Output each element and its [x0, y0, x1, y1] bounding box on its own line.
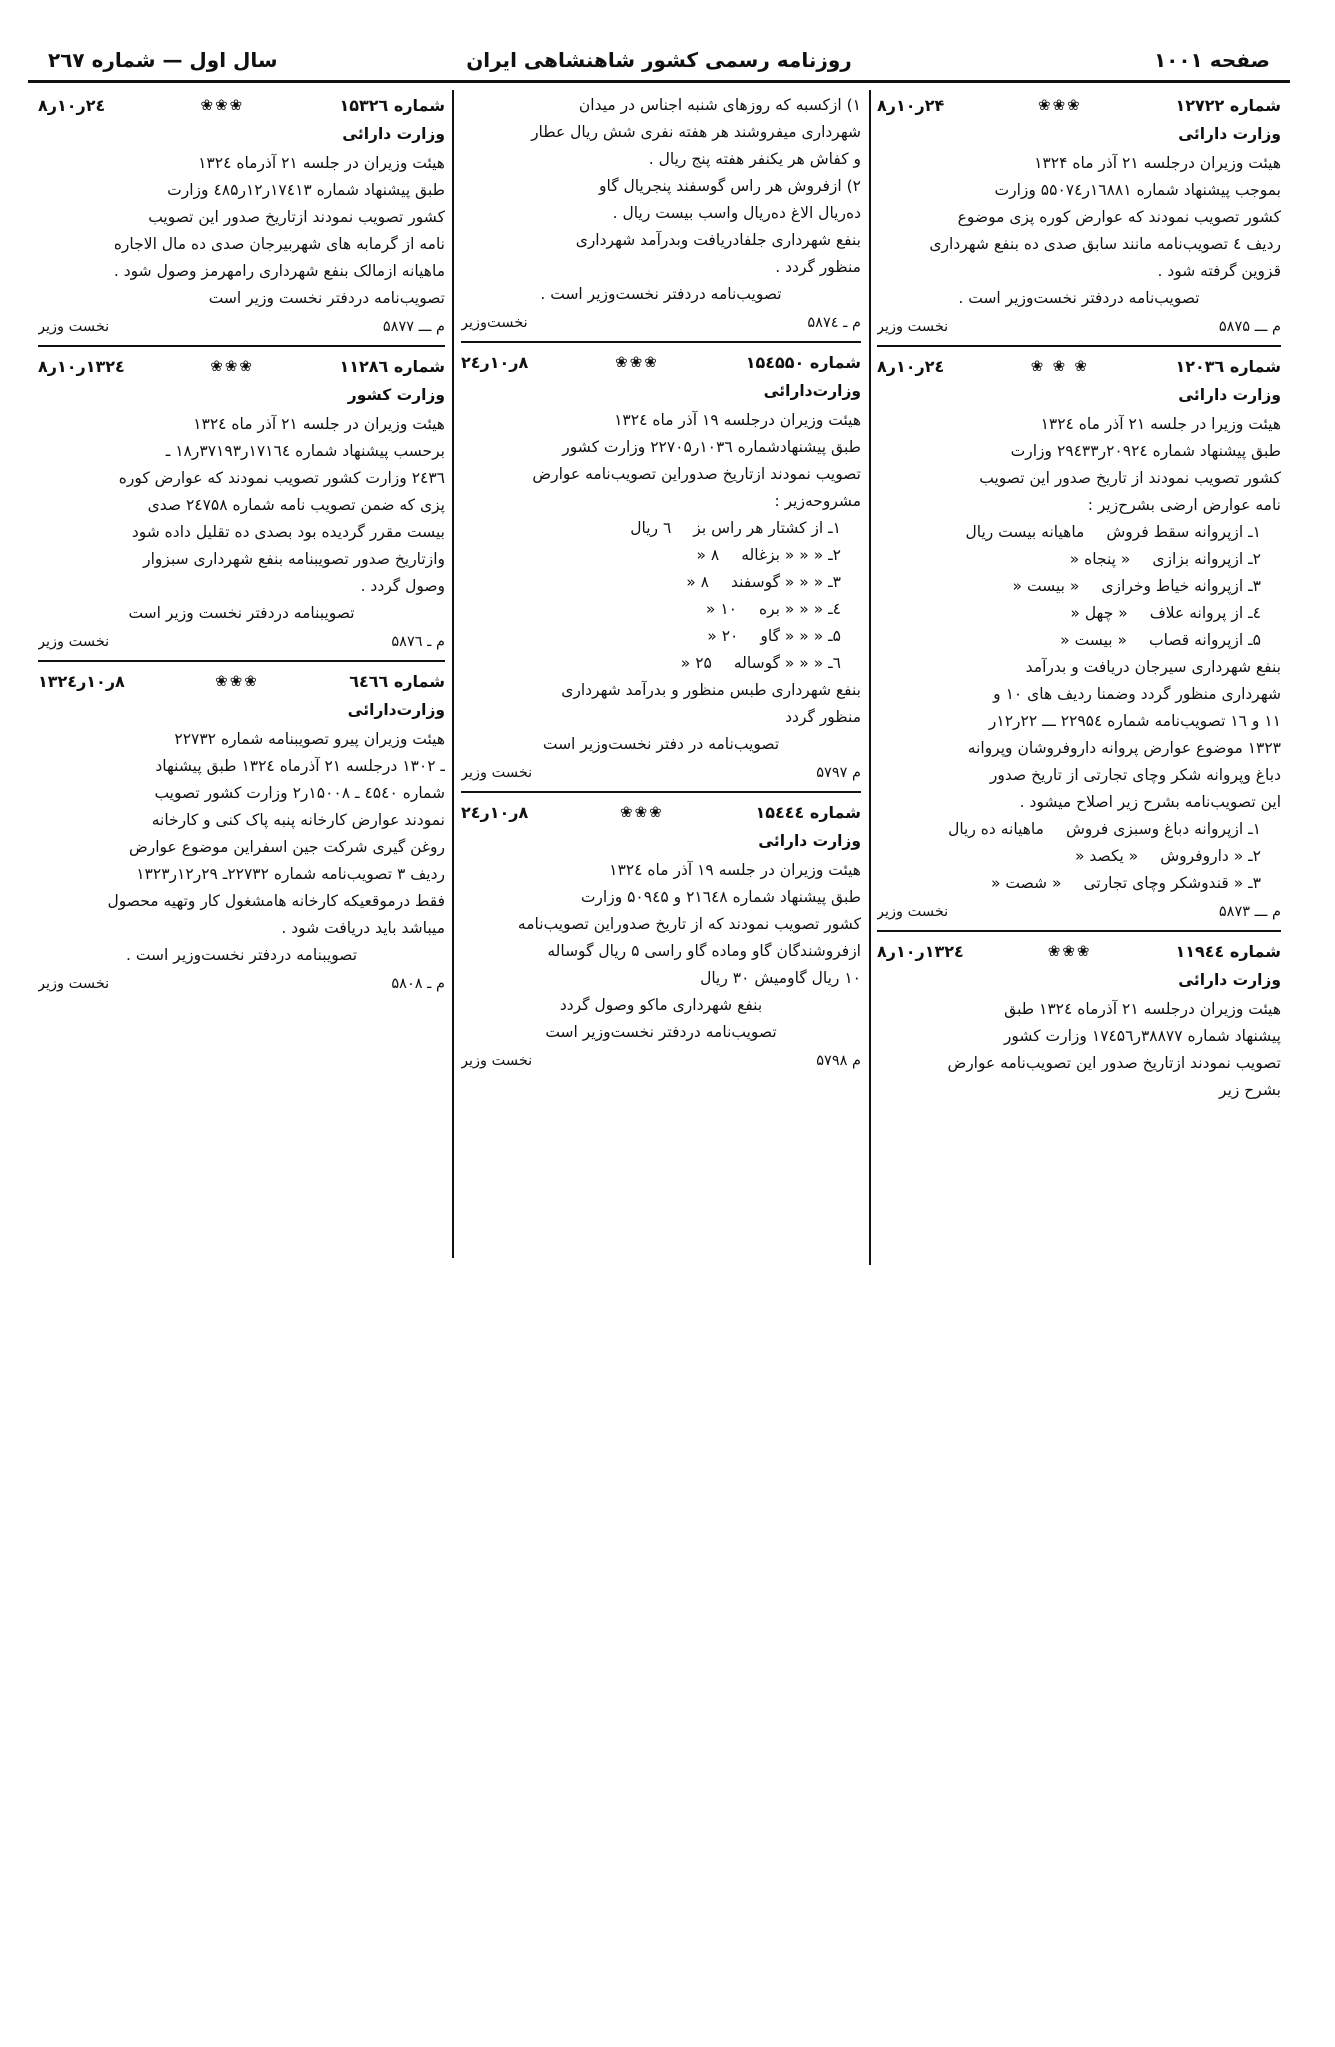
decree-date: ۸ر۱۰ر۱۳۲٤ — [38, 672, 125, 691]
decree-code: م ـ ۵۸۷٤ — [807, 315, 861, 331]
article-divider — [461, 791, 861, 793]
column-left — [38, 92, 445, 1252]
decree-code: م ـ ۵۸۰۸ — [391, 976, 445, 992]
decree-signature — [461, 760, 861, 787]
list-item: ۲ـ « داروفروش « یکصد « — [1074, 847, 1261, 865]
signer: نخست وزیر — [38, 634, 110, 650]
article-divider — [877, 930, 1281, 932]
decree-code: م ۵۷۹۷ — [816, 765, 861, 781]
list-item: ۱ـ ازپروانه سقط فروش ماهیانه بیست ریال — [965, 523, 1261, 541]
decree-text: بنفع شهرداری سیرجان دریافت و بدرآمد شهرداری منظور گردد وضمنا ردیف های ۱۰ و ۱۱ و ۱٦ تصویب‌نامه شماره ۲۲۹۵٤ ـــ ۲۲ر۱۲ر ۱۳۲۳ موضوع عوارض پروانه داروفروشان وپروانه دباغ وپروانه شکر وچای تجارتی از تاریخ صدور این تصویب‌نامه بشرح زیر اصلاح میشود . — [967, 658, 1281, 811]
page-header — [28, 40, 1290, 83]
decree-text: ۱) ازکسبه که روزهای شنبه اجناس در میدان شهرداری میفروشند هر هفته نفری شش ریال عطار و کفاش هر یکنفر هفته پنج ریال . ۲) ازفروش هر راس گوسفند پنجریال گاو ده‌ریال الاغ ده‌ریال واسب بیست ریال . بنفع شهرداری جلفادریافت وبدرآمد شهرداری منظور گردد . — [531, 96, 861, 276]
decree-number: شماره ۱۲۰۳٦ — [1175, 357, 1281, 376]
ministry-name: وزارت دارائی — [1178, 971, 1281, 989]
signer: نخست وزیر — [877, 319, 949, 335]
ministry-name: وزارت دارائی — [342, 125, 445, 143]
list-item: ۳ـ ازپروانه خیاط وخرازی « بیست « — [1012, 577, 1261, 595]
decree-text: هیئت وزیران پیرو تصویبنامه شماره ۲۲۷۳۲ ـ ۱۳۰۲ درجلسه ۲۱ آذرماه ۱۳۲٤ طبق پیشنهاد شماره ٤۵٤۰ ـ ۱۵۰۰۸ر۲ وزارت کشور تصویب نمودند عوارض کارخانه پنبه پاک کنی و کارخانه روغن گیری شرکت جین اسفراین موضوع عوارض ردیف ۳ تصویب‌نامه شماره ۲۲۷۳۲ـ ۲۹ر۱۲ر۱۳۲۳ فقط درموقعیکه کارخانه هامشغول کار وتهیه محصول میباشد باید دریافت شود . — [107, 730, 445, 937]
decree-closing: تصویب‌نامه دردفتر نخست‌وزیر است . — [958, 289, 1200, 307]
page-number: صفحه ۱۰۰۱ — [1153, 48, 1270, 72]
column-divider — [452, 90, 454, 1258]
decree-date: ۱۳۲٤ر۱۰ر۸ — [38, 357, 125, 376]
ministry-name: وزارت دارائی — [758, 832, 861, 850]
decree-text: هیئت وزیران درجلسه ۱۹ آذر ماه ۱۳۲٤ طبق پیشنهادشماره ۱۰۳٦ر۲۲۷۰۵ وزارت کشور تصویب نمودند ازتاریخ صدوراین تصویب‌نامه عوارض مشروحه‌زیر : — [532, 411, 861, 510]
decree-meta — [877, 353, 1281, 380]
ornament-icon: ❀❀❀ — [200, 96, 245, 114]
decree-text: هیئت وزیران در جلسه ۲۱ آذر ماه ۱۳۲٤ برحسب پیشنهاد شماره ۱۷۱٦٤ر۳۷۱۹۳ر۱۸ ـ ۲٤۳٦ وزارت کشور تصویب نمودند که عوارض کوره پزی که ضمن تصویب نامه شماره ۲٤۷۵۸ صدی بیست مقرر گردیده بود بصدی ده تقلیل داده شود وازتاریخ صدور تصویبنامه بنفع شهرداری سبزوار وصول گردد . — [118, 415, 445, 595]
decree-number: شماره ۱۱۹٤٤ — [1175, 942, 1281, 961]
decree-code: م ـــ ۵۸۷۵ — [1218, 319, 1281, 335]
decree-number: شماره ٦٤٦٦ — [349, 672, 445, 691]
signer: نخست وزیر — [38, 319, 110, 335]
decree-signature — [877, 314, 1281, 341]
list-item: ٦ـ « « « گوساله ۲۵ « — [680, 654, 841, 672]
list-item: ٤ـ از پروانه علاف « چهل « — [1070, 604, 1261, 622]
ornament-icon: ❀❀❀ — [615, 353, 659, 371]
list-item: ٤ـ « « « بره ۱۰ « — [705, 600, 841, 618]
list-item: ۲ـ « « « بزغاله ۸ « — [696, 546, 841, 564]
issue-label: سال اول — شماره ۲٦۷ — [48, 48, 278, 72]
decree-closing: تصویبنامه دردفتر نخست‌وزیر است . — [125, 946, 358, 964]
ornament-icon: ❀❀❀ — [215, 672, 259, 690]
decree-signature — [461, 1048, 861, 1075]
decree-meta — [877, 92, 1281, 119]
list-item: ۵ـ ازپروانه قصاب « بیست « — [1060, 631, 1261, 649]
decree-text: هیئت وزیران در جلسه ۱۹ آذر ماه ۱۳۲٤ طبق پیشنهاد شماره ۲۱٦٤۸ و ۵۰۹٤۵ وزارت کشور تصویب نمودند که از تاریخ صدوراین تصویب‌نامه ازفروشندگان گاو وماده گاو راسی ۵ ریال گوساله ۱۰ ریال گاومیش ۳۰ ریال — [517, 861, 861, 987]
ministry-name: وزارت‌دارائی — [763, 382, 861, 400]
decree-number: شماره ۱۲۷۲۲ — [1175, 96, 1281, 115]
decree-signature — [461, 310, 861, 337]
decree-meta — [38, 353, 445, 380]
decree-date: ۸ر۱۰ر۲٤ — [461, 353, 529, 372]
decree-text: هیئت وزیرا در جلسه ۲۱ آذر ماه ۱۳۲٤ طبق پیشنهاد شماره ۲۰۹۲٤ر۲۹٤۳۳ وزارت کشور تصویب نمودند از تاریخ صدور این تصویب نامه عوارض ارضی بشرح‌زیر : — [979, 415, 1281, 514]
ornament-icon: ❀❀❀ — [620, 803, 664, 821]
article-divider — [461, 341, 861, 343]
ministry-name: وزارت کشور — [347, 386, 445, 404]
ministry-name: وزارت‌دارائی — [347, 701, 445, 719]
gazette-page — [28, 40, 1290, 1230]
decree-signature — [38, 629, 445, 656]
decree-text: هیئت وزیران در جلسه ۲۱ آذرماه ۱۳۲٤ طبق پیشنهاد شماره ۱۷٤۱۳ر۱۲ر٤۸۵ وزارت کشور تصویب نمودند ازتاریخ صدور این تصویب نامه از گرمابه های شهربیرجان صدی ده مال الاجاره ماهیانه ازمالک بنفع شهرداری رامهرمز وصول شود . تصویب‌نامه دردفتر نخست وزیر است — [113, 154, 445, 307]
decree-closing: تصویبنامه دردفتر نخست وزیر است — [128, 604, 355, 622]
article-divider — [38, 660, 445, 662]
decree-text: هیئت وزیران درجلسه ۲۱ آذر ماه ۱۳۲۴ بموجب پیشنهاد شماره ۱٦۸۸۱ر۵۵۰۷٤ وزارت کشور تصویب نمودند که عوارض کوره پزی موضوع ردیف ٤ تصویب‌نامه مانند سابق صدی ده بنفع شهرداری قزوین گرفته شود . — [929, 154, 1281, 280]
ministry-name: وزارت دارائی — [1178, 125, 1281, 143]
signer: نخست وزیر — [38, 976, 110, 992]
decree-meta — [461, 349, 861, 376]
list-item: ۱ـ از کشتار هر راس بز ٦ ریال — [630, 519, 841, 537]
decree-date: ۲٤ر۱۰ر۸ — [38, 96, 106, 115]
decree-code: م ـــ ۵۸۷۷ — [382, 319, 445, 335]
article-divider — [38, 345, 445, 347]
decree-number: شماره ۱۱۲۸٦ — [339, 357, 445, 376]
column-divider — [869, 90, 871, 1265]
article-divider — [877, 345, 1281, 347]
decree-meta — [877, 938, 1281, 965]
decree-meta — [461, 799, 861, 826]
decree-date: ۲۴ر۱۰ر۸ — [877, 96, 945, 115]
signer: نخست وزیر — [877, 904, 949, 920]
list-item: ۳ـ « قندوشکر وچای تجارتی « شصت « — [990, 874, 1261, 892]
ornament-icon: ❀ ❀ ❀ — [1030, 357, 1089, 375]
decree-date: ۸ر۱۰ر۲٤ — [461, 803, 529, 822]
signer: نخست وزیر — [461, 1053, 533, 1069]
decree-number: شماره ۱۵۳۲٦ — [339, 96, 445, 115]
fee-list — [877, 816, 1281, 897]
ornament-icon: ❀❀❀ — [1038, 96, 1082, 114]
fee-list — [877, 519, 1281, 654]
decree-number: شماره ۱۵٤٤٤ — [755, 803, 861, 822]
decree-meta — [38, 668, 445, 695]
decree-signature — [38, 971, 445, 998]
decree-code: م ـ ۵۸۷٦ — [391, 634, 445, 650]
decree-closing: تصویب‌نامه دردفتر نخست‌وزیر است — [545, 1023, 777, 1041]
ornament-icon: ❀❀❀ — [210, 357, 254, 375]
list-item: ۳ـ « « « گوسفند ۸ « — [686, 573, 841, 591]
decree-note: بنفع شهرداری ماکو وصول گردد — [559, 996, 763, 1014]
decree-number: شماره ۱۵٤۵۵۰ — [745, 353, 861, 372]
decree-text: هیئت وزیران درجلسه ۲۱ آذرماه ۱۳۲٤ طبق پیشنهاد شماره ۳۸۸۷۷ر۱۷٤۵٦ وزارت کشور تصویب نمودند ازتاریخ صدور این تصویب‌نامه عوارض بشرح زیر — [947, 1000, 1281, 1099]
decree-text: بنفع شهرداری طبس منظور و بدرآمد شهرداری منظور گردد — [561, 681, 861, 726]
decree-closing: تصویب‌نامه دردفتر نخست‌وزیر است . — [540, 285, 782, 303]
newspaper-title: روزنامه رسمی کشور شاهنشاهی ایران — [466, 48, 852, 72]
decree-date: ۲٤ر۱۰ر۸ — [877, 357, 945, 376]
fee-list — [461, 515, 861, 677]
decree-date: ۱۳۲٤ر۱۰ر۸ — [877, 942, 964, 961]
decree-signature — [38, 314, 445, 341]
column-right — [877, 92, 1281, 1252]
decree-meta — [38, 92, 445, 119]
list-item: ۱ـ ازپروانه دباغ وسبزی فروش ماهیانه ده ریال — [948, 820, 1261, 838]
signer: نخست وزیر — [461, 765, 533, 781]
decree-code: م ـــ ۵۸۷۳ — [1218, 904, 1281, 920]
ministry-name: وزارت دارائی — [1178, 386, 1281, 404]
decree-signature — [877, 899, 1281, 926]
list-item: ۲ـ ازپروانه بزازی « پنجاه « — [1069, 550, 1261, 568]
signer: نخست‌وزیر — [461, 315, 528, 331]
decree-closing: تصویب‌نامه در دفتر نخست‌وزیر است — [542, 735, 780, 753]
decree-code: م ۵۷۹۸ — [816, 1053, 861, 1069]
ornament-icon: ❀❀❀ — [1047, 942, 1092, 960]
column-middle — [461, 92, 861, 1252]
list-item: ۵ـ « « « گاو ۲۰ « — [707, 627, 841, 645]
